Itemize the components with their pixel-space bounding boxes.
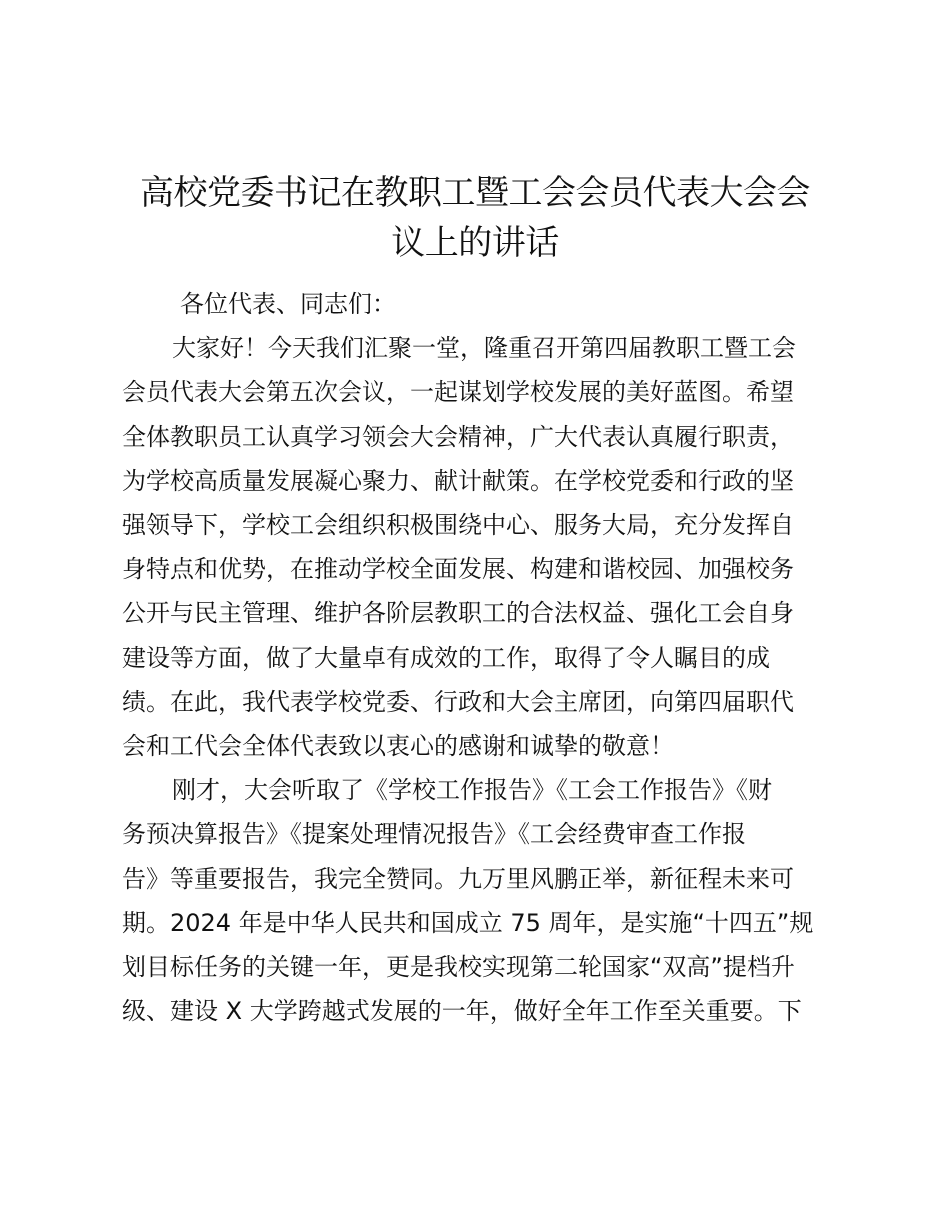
- paragraph-line: 为学校高质量发展凝心聚力、献计献策。在学校党委和行政的坚: [122, 466, 794, 495]
- title-line-1: 高校党委书记在教职工暨工会会员代表大会会: [140, 173, 810, 213]
- salutation: 各位代表、同志们：: [180, 290, 396, 318]
- paragraph-2: [122, 768, 834, 1033]
- paragraph-line: 全体教职员工认真学习领会大会精神，广大代表认真履行职责，: [122, 422, 794, 451]
- paragraph-line: 公开与民主管理、维护各阶层教职工的合法权益、强化工会自身: [122, 599, 794, 628]
- paragraph-line: 告》等重要报告，我完全赞同。九万里风鹏正举，新征程未来可: [122, 864, 794, 893]
- paragraph-line: 绩。在此，我代表学校党委、行政和大会主席团，向第四届职代: [122, 687, 794, 716]
- title-line-2: 议上的讲话: [391, 223, 559, 263]
- paragraph-line: 会和工代会全体代表致以衷心的感谢和诚挚的敬意！: [122, 732, 674, 761]
- paragraph-line: 强领导下，学校工会组织积极围绕中心、服务大局，充分发挥自: [122, 511, 794, 540]
- paragraph-line: 期。2024 年是中华人民共和国成立 75 周年，是实施“十四五”规: [122, 908, 814, 937]
- paragraph-line: 建设等方面，做了大量卓有成效的工作，取得了令人瞩目的成: [122, 643, 770, 672]
- paragraph-line: 务预决算报告》《提案处理情况报告》《工会经费审查工作报: [122, 820, 746, 849]
- paragraph-1: [122, 326, 834, 768]
- document-body: [122, 282, 834, 1033]
- paragraph-line: 身特点和优势，在推动学校全面发展、构建和谐校园、加强校务: [122, 555, 794, 584]
- paragraph-line: 大家好！今天我们汇聚一堂，隆重召开第四届教职工暨工会: [172, 334, 796, 363]
- paragraph-line: 会员代表大会第五次会议，一起谋划学校发展的美好蓝图。希望: [122, 378, 794, 407]
- document-title: [110, 168, 840, 268]
- paragraph-line: 刚才，大会听取了《学校工作报告》《工会工作报告》《财: [172, 776, 772, 805]
- paragraph-line: 划目标任务的关键一年，更是我校实现第二轮国家“双高”提档升: [122, 953, 795, 982]
- paragraph-line: 级、建设 X 大学跨越式发展的一年，做好全年工作至关重要。下: [122, 997, 802, 1026]
